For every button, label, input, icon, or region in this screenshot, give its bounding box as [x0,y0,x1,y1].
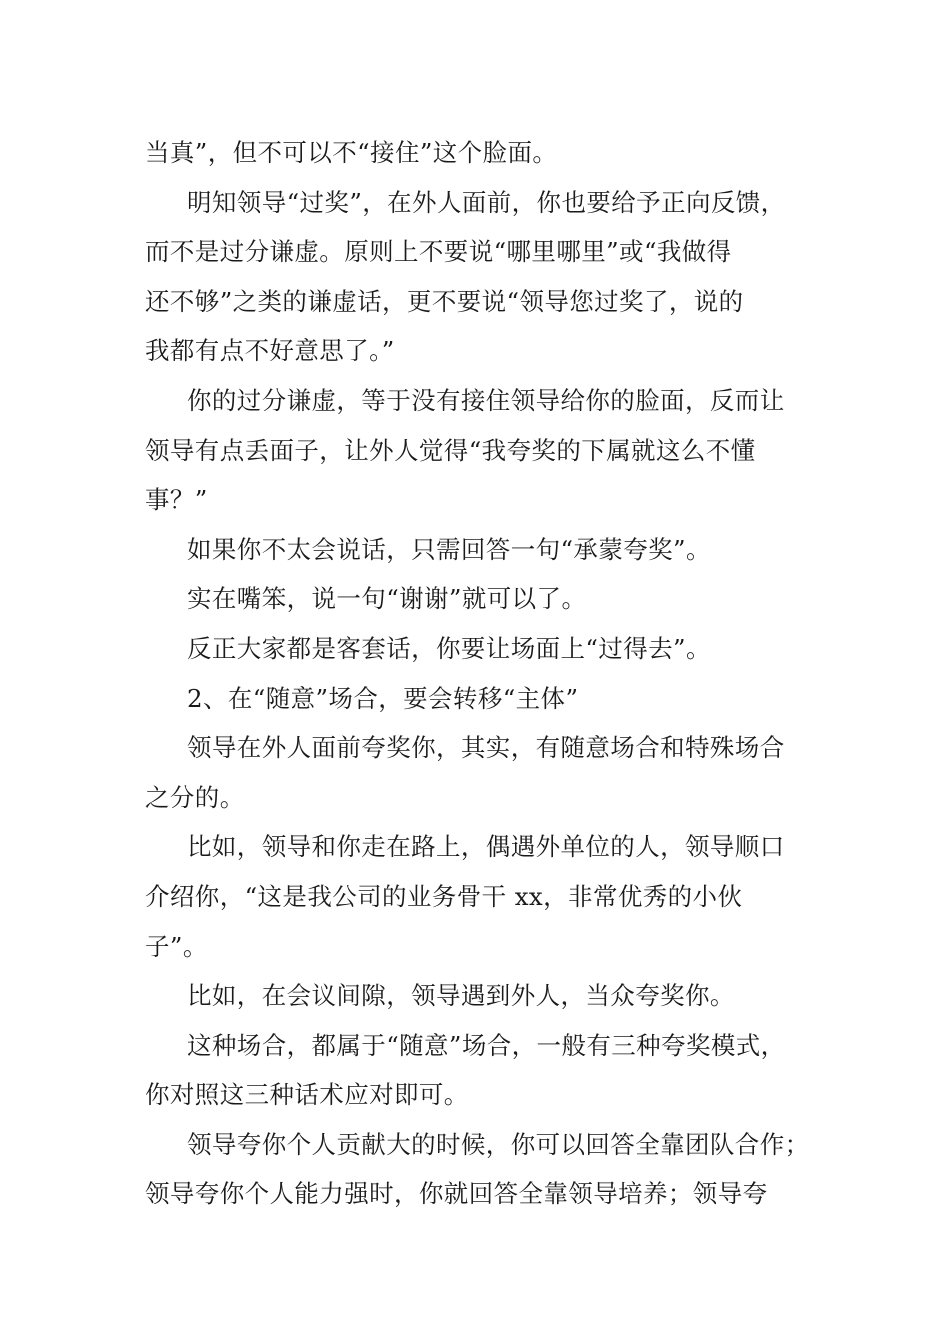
text-line: 而不是过分谦虚。原则上不要说“哪里哪里”或“我做得 [145,237,732,267]
text-line: 明知领导“过奖”，在外人面前，你也要给予正向反馈， [187,187,786,217]
text-line: 比如，领导和你走在路上，偶遇外单位的人，领导顺口 [187,832,785,862]
text-line: 这种场合，都属于“随意”场合，一般有三种夸奖模式， [187,1030,786,1060]
text-line: 领导有点丢面子，让外人觉得“我夸奖的下属就这么不懂 [145,435,756,465]
text-line: 之分的。 [145,782,245,812]
text-line: 如果你不太会说话，只需回答一句“承蒙夸奖”。 [187,534,711,564]
document-body [145,128,817,1219]
text-line: 还不够”之类的谦虚话，更不要说“领导您过奖了，说的 [145,286,744,316]
text-line: 实在嘴笨，说一句“谢谢”就可以了。 [187,584,587,614]
text-line: 你的过分谦虚，等于没有接住领导给你的脸面，反而让 [187,385,785,415]
text-line: 比如，在会议间隙，领导遇到外人，当众夸奖你。 [187,981,735,1011]
text-line: 子”。 [145,931,208,961]
text-line: 领导夸你个人贡献大的时候，你可以回答全靠团队合作； [187,1129,810,1159]
text-line: 领导在外人面前夸奖你，其实，有随意场合和特殊场合 [187,733,785,763]
text-line: 事？” [145,485,208,515]
text-line: 介绍你，“这是我公司的业务骨干 xx，非常优秀的小伙 [145,881,743,911]
text-line: 当真”，但不可以不“接住”这个脸面。 [145,138,558,167]
text-line: 我都有点不好意思了。” [145,336,395,366]
text-line: 领导夸你个人能力强时，你就回答全靠领导培养；领导夸 [145,1179,768,1209]
text-line: 2、在“随意”场合，要会转移“主体” [187,683,579,713]
text-line: 反正大家都是客套话，你要让场面上“过得去”。 [187,633,711,663]
text-line: 你对照这三种话术应对即可。 [145,1080,469,1110]
